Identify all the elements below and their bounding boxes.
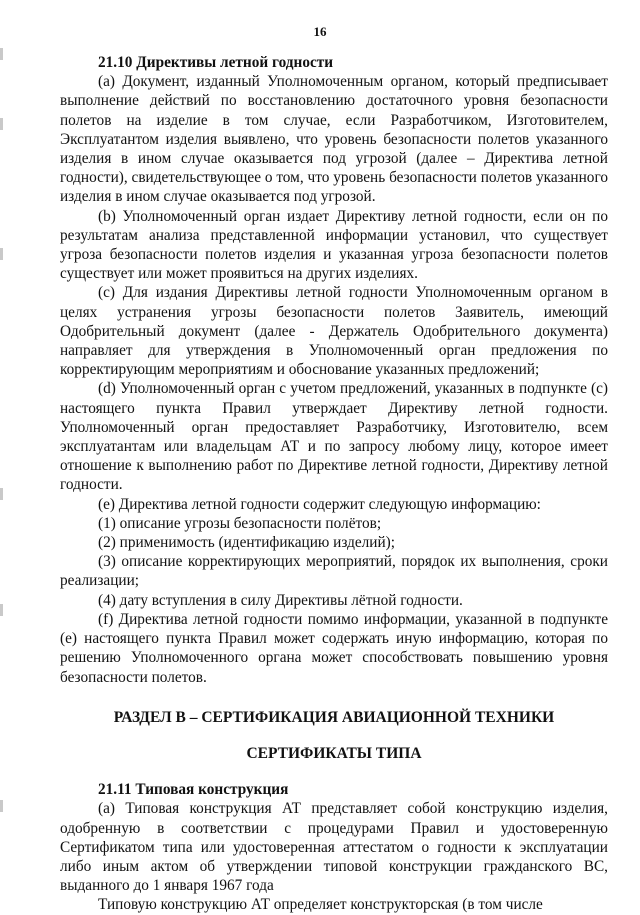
- scan-margin-mark: [0, 604, 3, 616]
- scan-margin-mark: [0, 800, 3, 812]
- paragraph-21-11-a: (a) Типовая конструкция АТ представляет собой конструкцию изделия, одобренную в соответствии с процедурами Правил и удостоверенную Сертификатом типа или удостоверенная аттестатом о годности к эксплуатации либо иным актом об утверждении типовой конструкции гражданского ВС, выданного до 1 января 1967 года: [60, 800, 608, 895]
- list-item-1: (1) описание угрозы безопасности полётов;: [98, 514, 382, 532]
- scan-margin-mark: [0, 118, 3, 130]
- paragraph-21-10-a: (a) Документ, изданный Уполномоченным органом, который предписывает выполнение действий по восстановлению достаточного уровня безопасности полетов на изделие в том случае, если Разработчиком, Изготовителем, Эксплуатантом изделия выявлено, что уровень безопасности полетов указанного изделия в ином случае оказывается под угрозой (далее – Директива летной годности), свидетельствующее о том, что уровень безопасности полетов указанного изделия в ином случае оказывается под угрозой.: [60, 73, 608, 206]
- paragraph-21-11-continued: Типовую конструкцию АТ определяет конструкторская (в том числе: [98, 896, 543, 914]
- paragraph-21-10-b: (b) Уполномоченный орган издает Директиву летной годности, если он по результатам анализа представленной информации установил, что существует угроза безопасности полетов изделия и указанная угроза безопасности полетов существует или может проявиться на других изделиях.: [60, 207, 608, 283]
- type-certificates-heading: СЕРТИФИКАТЫ ТИПА: [246, 744, 422, 762]
- section-heading-21-11: 21.11 Типовая конструкция: [98, 781, 289, 799]
- scan-margin-mark: [0, 248, 3, 260]
- list-item-4: (4) дату вступления в силу Директивы лётной годности.: [98, 591, 463, 609]
- document-body: [60, 53, 608, 915]
- list-item-2: (2) применимость (идентификацию изделий);: [98, 534, 396, 552]
- part-b-heading: РАЗДЕЛ B – СЕРТИФИКАЦИЯ АВИАЦИОННОЙ ТЕХНИКИ: [113, 708, 555, 726]
- scan-margin-mark: [0, 48, 3, 60]
- paragraph-21-10-e: (e) Директива летной годности содержит следующую информацию:: [98, 495, 541, 513]
- list-item-3: (3) описание корректирующих мероприятий, порядок их выполнения, сроки реализации;: [60, 553, 608, 590]
- paragraph-21-10-f: (f) Директива летной годности помимо информации, указанной в подпункте (e) настоящего пункта Правил может содержать иную информацию, которая по решению Уполномоченного органа может способствовать повышению уровня безопасности полетов.: [60, 610, 608, 686]
- paragraph-21-10-c: (c) Для издания Директивы летной годности Уполномоченным органом в целях устранения угрозы безопасности полетов Заявитель, имеющий Одобрительный документ (далее - Держатель Одобрительного документа) направляет для утверждения в Уполномоченный орган предложения по корректирующим мероприятиям и обоснование указанных предложений;: [60, 284, 608, 379]
- section-heading-21-10: 21.10 Директивы летной годности: [98, 54, 334, 71]
- paragraph-21-10-d: (d) Уполномоченный орган с учетом предложений, указанных в подпункте (c) настоящего пункта Правил утверждает Директиву летной годности. Уполномоченный орган предоставляет Разработчику, Изготовителю, всем эксплуатантам или владельцам АТ и по запросу любому лицу, которое имеет отношение к выполнению работ по Директиве летной годности, Директиву летной годности.: [60, 380, 608, 494]
- scan-margin-mark: [0, 488, 3, 500]
- page-number: 16: [313, 24, 327, 39]
